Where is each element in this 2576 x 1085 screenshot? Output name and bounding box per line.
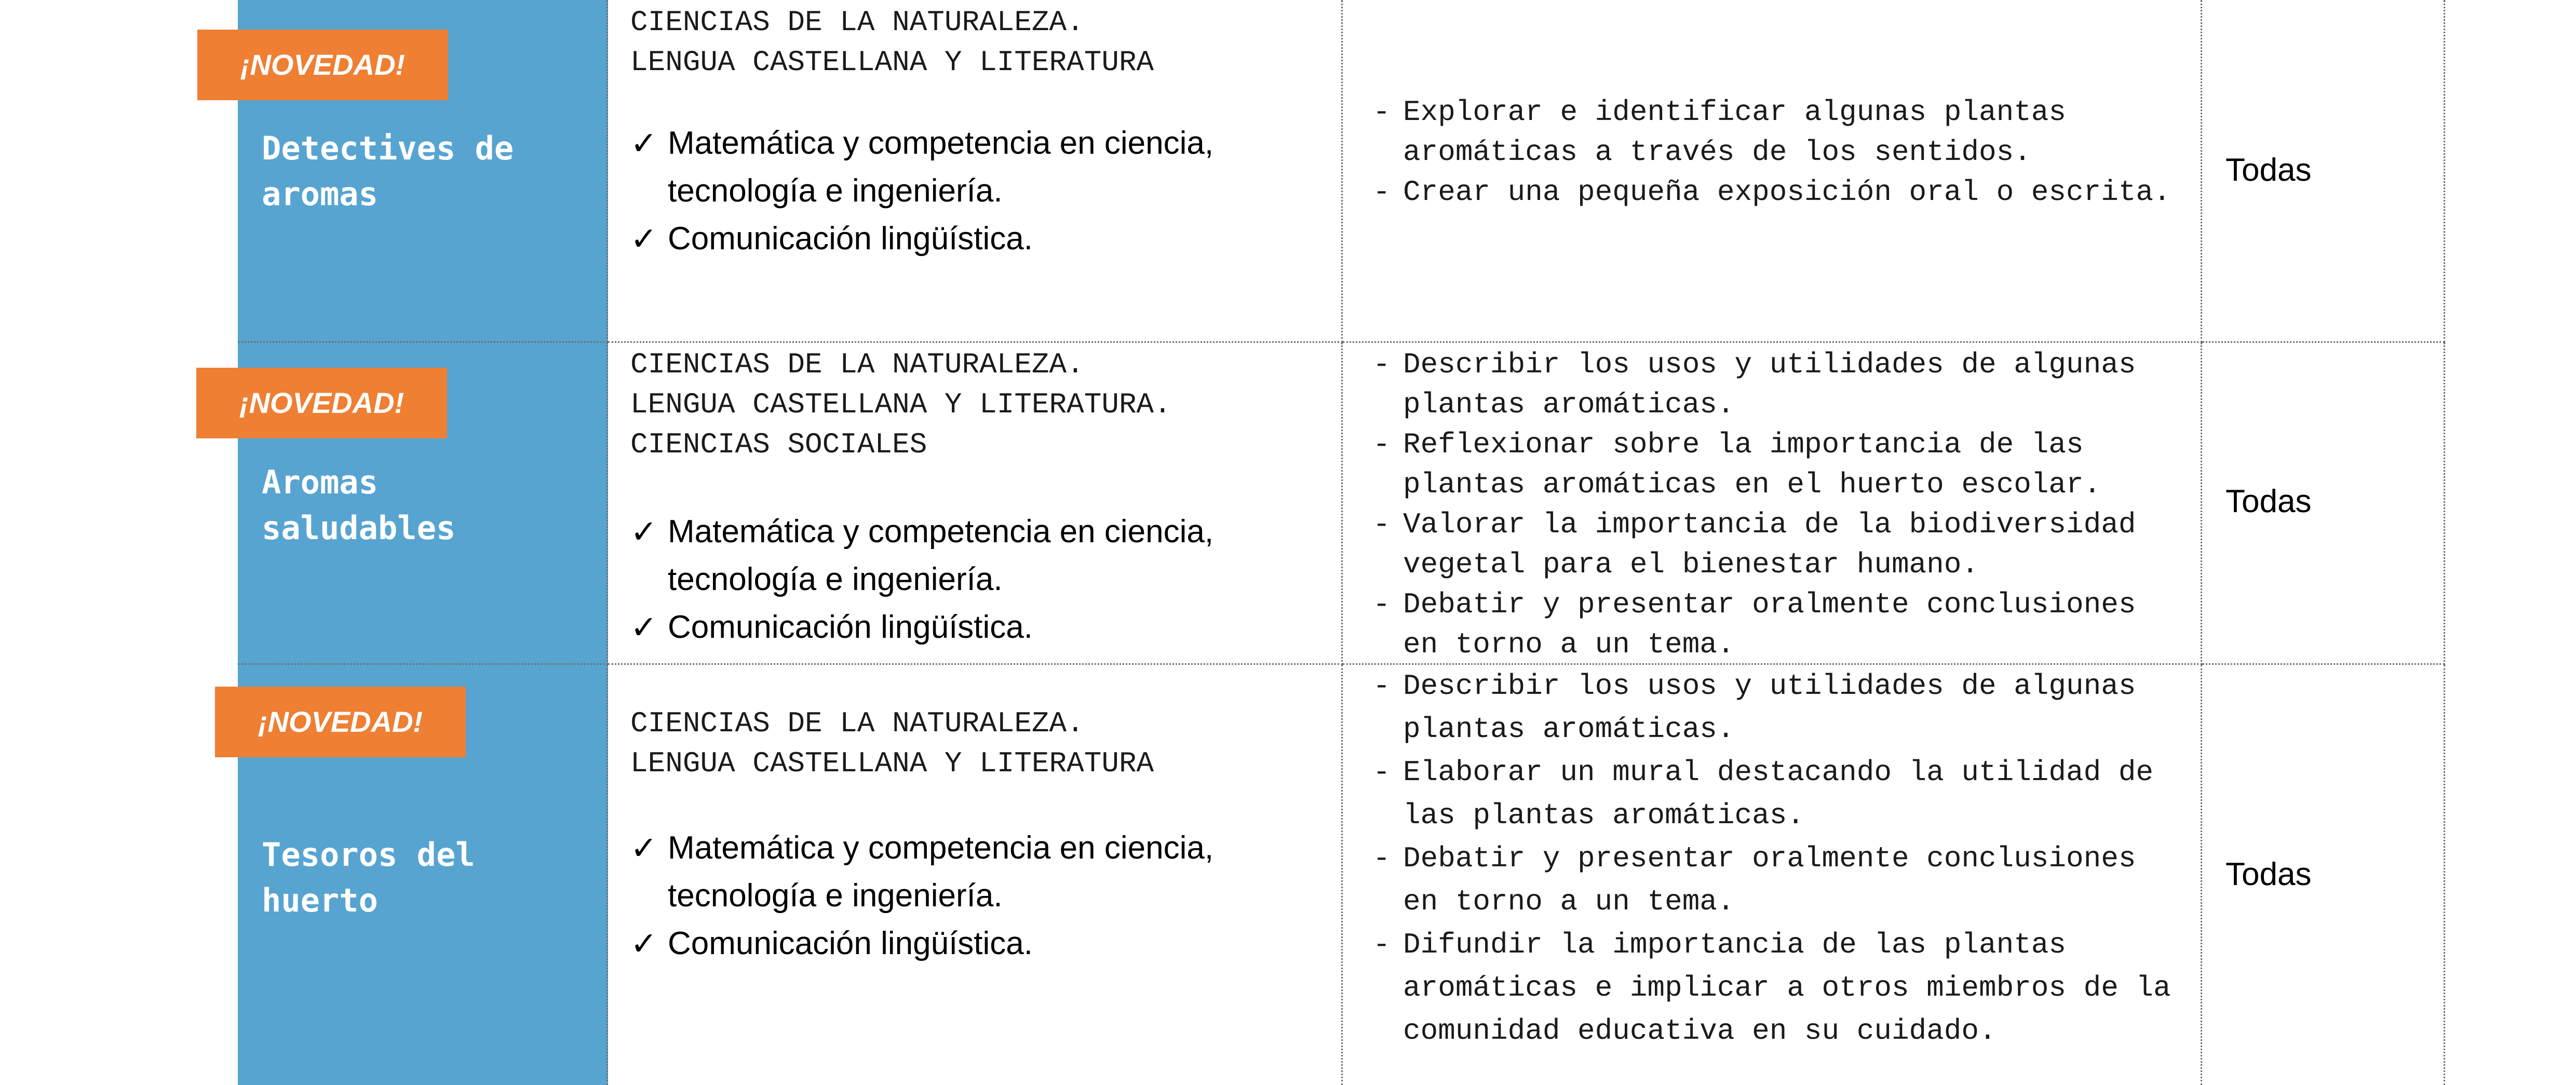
check-icon: ✓ [630, 829, 657, 867]
list-item: ✓ Comunicación lingüística. [630, 604, 1213, 651]
list-item: - Explorar e identificar algunas plantas aromáticas a través de los sentidos. [1373, 96, 2067, 169]
list-item: - Crear una pequeña exposición oral o escrita. [1373, 176, 2171, 209]
list-item: - Elaborar un mural destacando la utilidad de las plantas aromáticas. [1373, 756, 2154, 832]
check-icon: ✓ [630, 925, 657, 962]
areas-text: CIENCIAS DE LA NATURALEZA. LENGUA CASTELLANA Y LITERATURA [630, 6, 1154, 79]
activity-title: Detectives de aromas [262, 129, 514, 213]
list-item: ✓ Comunicación lingüística. [630, 920, 1213, 968]
list-item: ✓ Matemática y competencia en ciencia, tecnología e ingeniería. [630, 119, 1213, 215]
novedad-badge: ¡NOVEDAD! [215, 687, 466, 757]
cursos-cell [2202, 343, 2445, 665]
areas-cell [608, 0, 1343, 343]
cursos-cell [2202, 665, 2445, 1085]
list-item: - Reflexionar sobre la importancia de las plantas aromáticas en el huerto escolar. [1373, 428, 2101, 501]
objetivos-list [1373, 665, 2183, 1053]
list-item: ✓ Matemática y competencia en ciencia, tecnología e ingeniería. [630, 824, 1213, 920]
list-item: - Describir los usos y utilidades de algunas plantas aromáticas. [1373, 669, 2136, 746]
activities-table [238, 0, 2445, 1085]
competencias-list [630, 508, 1213, 651]
check-icon: ✓ [630, 513, 657, 551]
competencias-list [630, 119, 1213, 263]
table-row [238, 0, 2445, 343]
competencias-list [630, 824, 1213, 968]
areas-text: CIENCIAS DE LA NATURALEZA. LENGUA CASTELLANA Y LITERATURA [630, 707, 1154, 780]
list-item: ✓ Matemática y competencia en ciencia, tecnología e ingeniería. [630, 508, 1213, 604]
table-row [238, 665, 2445, 1085]
cursos-value: Todas [2226, 152, 2312, 188]
novedad-badge: ¡NOVEDAD! [197, 30, 448, 100]
list-item: ✓ Comunicación lingüística. [630, 215, 1213, 263]
activity-title: Aromas saludables [262, 463, 456, 547]
areas-cell [608, 665, 1343, 1085]
novedad-badge: ¡NOVEDAD! [196, 368, 447, 438]
areas-text: CIENCIAS DE LA NATURALEZA. LENGUA CASTELLANA Y LITERATURA. CIENCIAS SOCIALES [630, 348, 1171, 461]
cursos-cell [2202, 0, 2445, 343]
check-icon: ✓ [630, 124, 657, 162]
list-item: - Describir los usos y utilidades de algunas plantas aromáticas. [1373, 348, 2136, 421]
list-item: - Debatir y presentar oralmente conclusiones en torno a un tema. [1373, 842, 2136, 918]
objetivos-list [1373, 345, 2183, 665]
list-item: - Debatir y presentar oralmente conclusiones en torno a un tema. [1373, 588, 2136, 661]
check-icon: ✓ [630, 220, 657, 258]
table-row [238, 343, 2445, 665]
list-item: - Difundir la importancia de las plantas aromáticas e implicar a otros miembros de la comunidad educativa en su cuidado. [1373, 928, 2171, 1048]
cursos-value: Todas [2226, 856, 2312, 892]
areas-cell [608, 343, 1343, 665]
objetivos-list [1373, 92, 2183, 212]
objetivos-cell [1343, 343, 2202, 665]
objetivos-cell [1343, 0, 2202, 343]
objetivos-cell [1343, 665, 2202, 1085]
cursos-value: Todas [2226, 484, 2312, 519]
check-icon: ✓ [630, 608, 657, 646]
activity-title: Tesoros del huerto [262, 836, 475, 919]
list-item: - Valorar la importancia de la biodiversidad vegetal para el bienestar humano. [1373, 508, 2136, 581]
